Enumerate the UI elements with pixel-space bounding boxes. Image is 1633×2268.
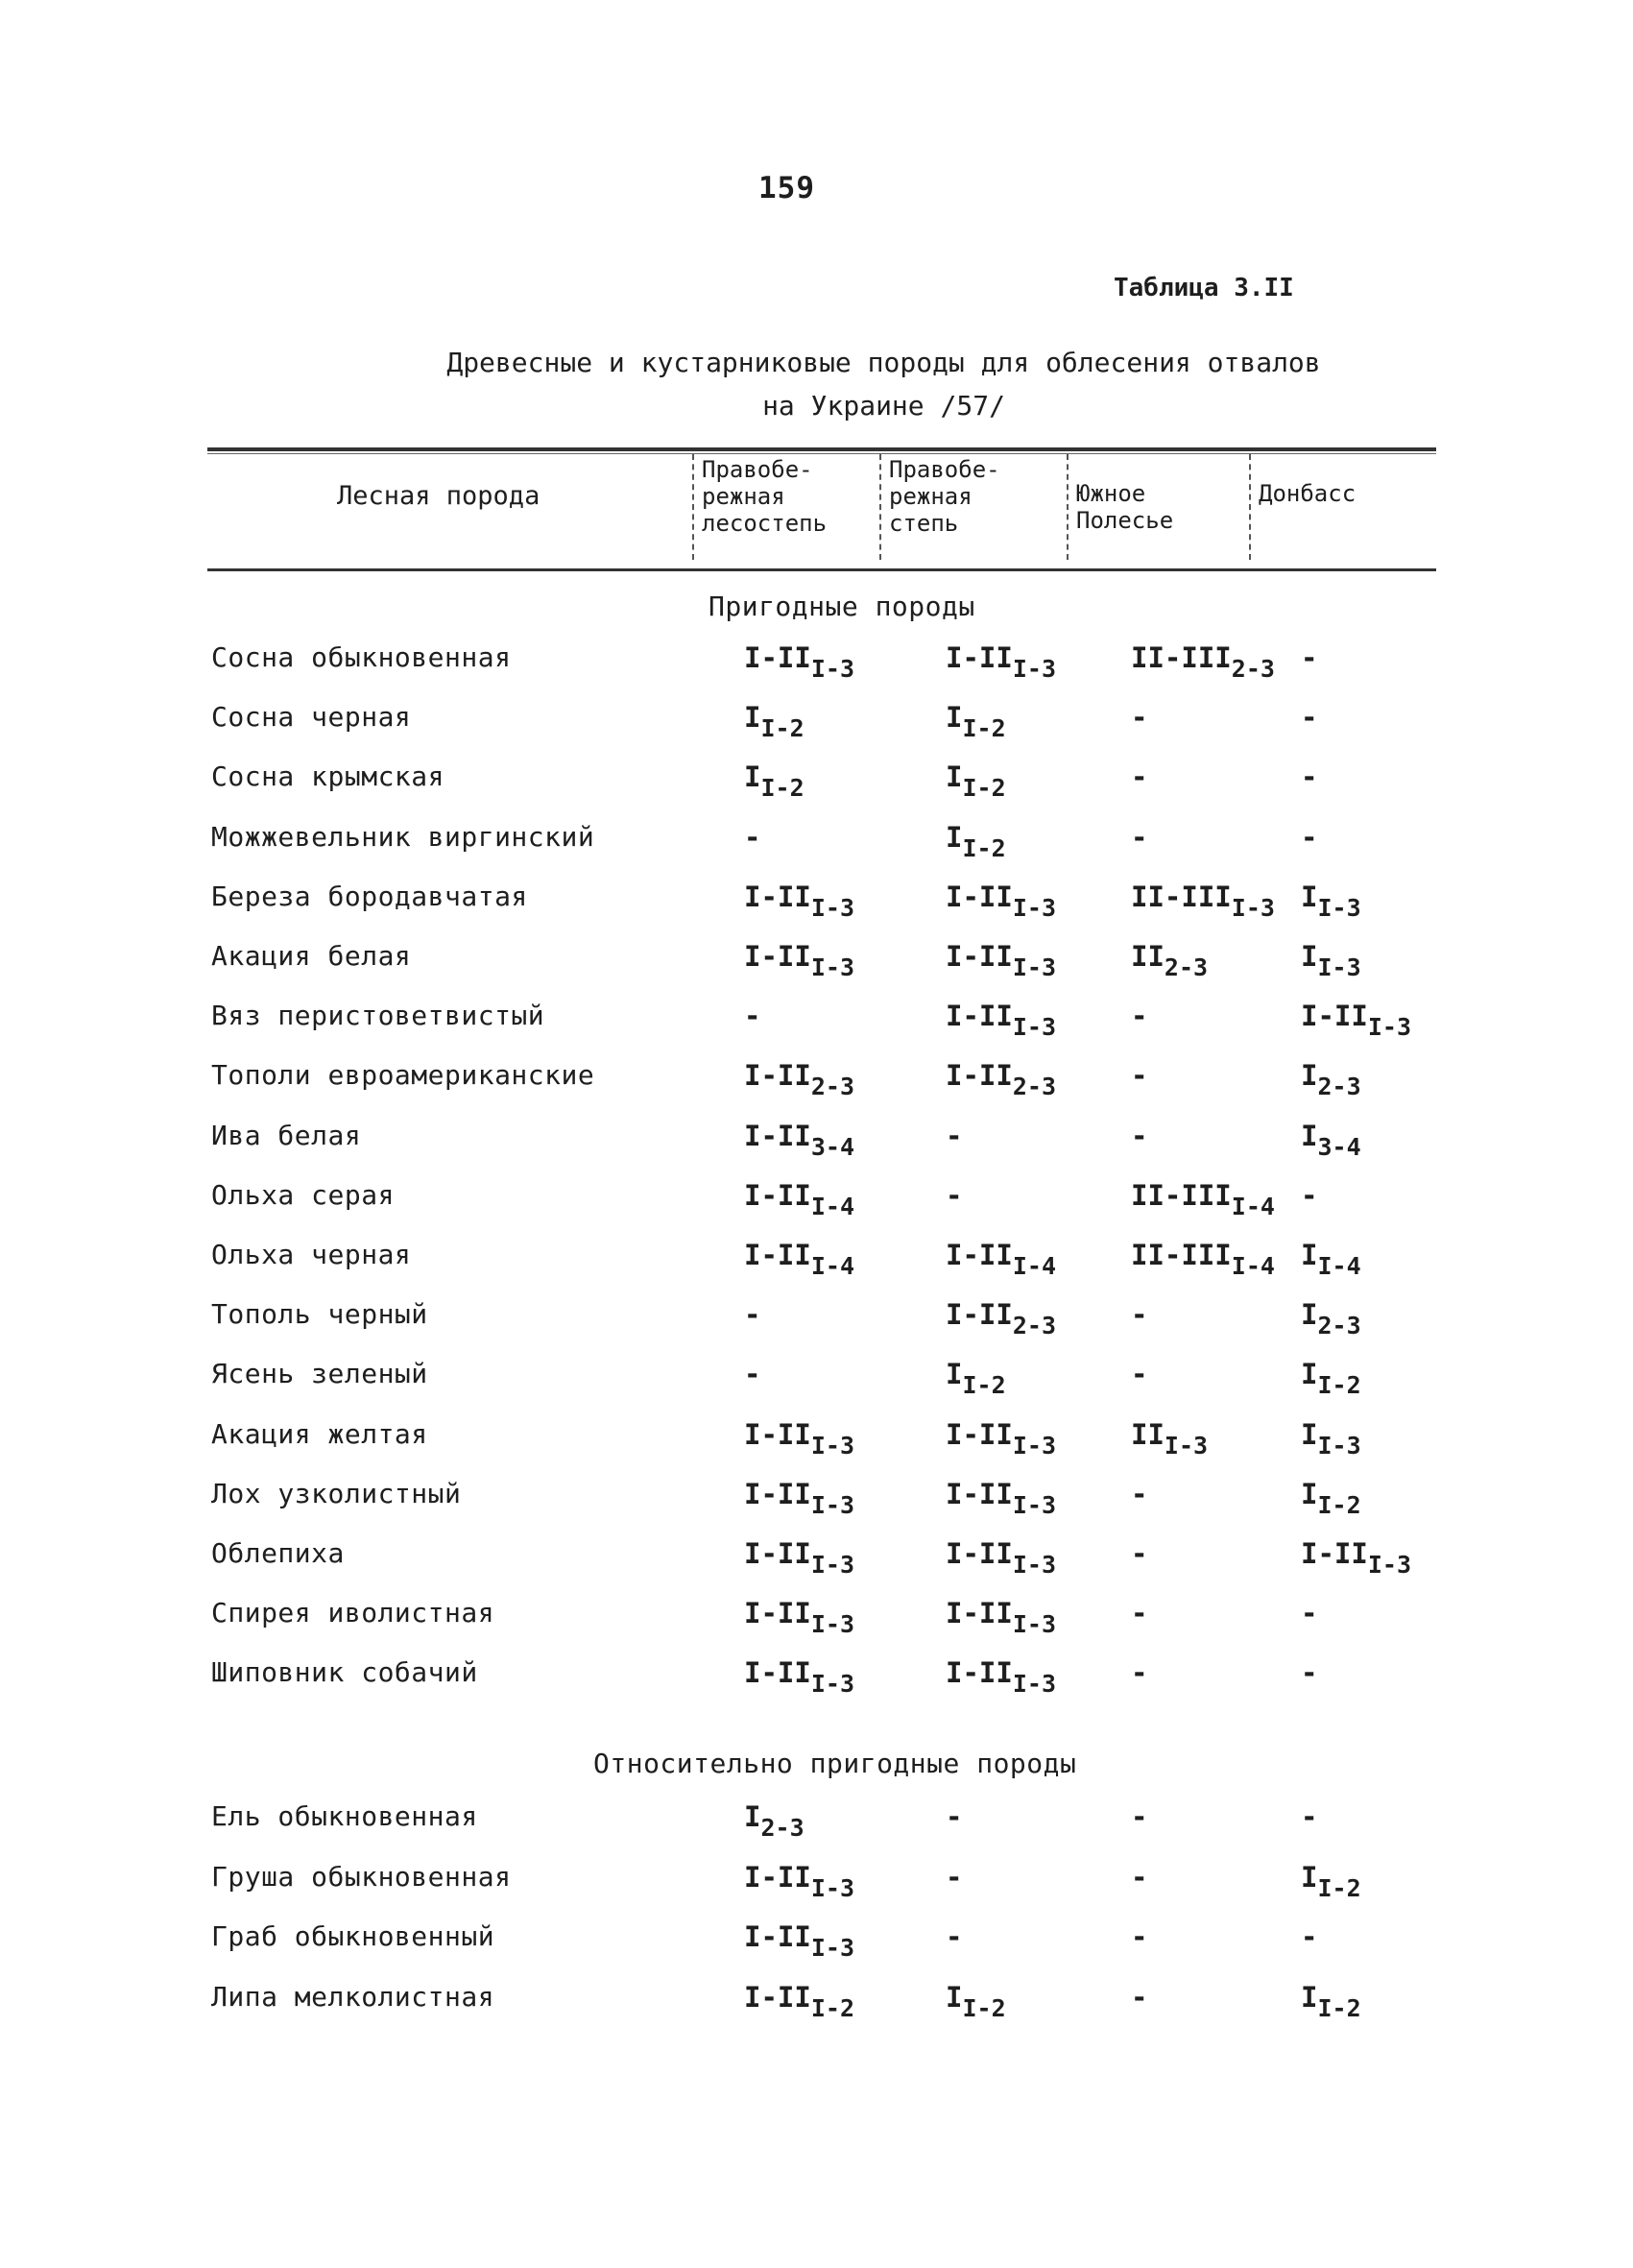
table-row: [0, 641, 1633, 701]
suitability-cell: -: [1131, 820, 1148, 854]
species-name: Можжевельник виргинский: [211, 820, 595, 853]
suitability-cell: -: [946, 1800, 963, 1833]
suitability-cell: $II_{2-3}$: [1131, 940, 1209, 981]
species-name: Граб обыкновенный: [211, 1920, 495, 1952]
species-name: Акация желтая: [211, 1417, 428, 1450]
table-row: [0, 1478, 1633, 1537]
suitability-cell: $I-II_{I-3}$: [946, 1417, 1056, 1460]
suitability-cell: -: [1301, 1800, 1318, 1833]
column-divider: [1067, 454, 1069, 560]
suitability-cell: $I-II_{I-3}$: [1301, 1000, 1411, 1042]
suitability-cell: -: [1131, 1477, 1148, 1510]
suitability-cell: $I_{I-2}$: [1301, 1860, 1361, 1902]
suitability-cell: $I_{I-2}$: [1301, 1980, 1361, 2022]
suitability-cell: -: [1131, 1656, 1148, 1690]
table-row: [0, 1239, 1633, 1298]
suitability-cell: -: [744, 1000, 761, 1033]
suitability-cell: $I-II_{I-3}$: [946, 940, 1056, 981]
suitability-cell: $I_{2-3}$: [1301, 1059, 1361, 1101]
suitability-cell: $I-II_{3-4}$: [744, 1119, 854, 1161]
suitability-cell: -: [1131, 1800, 1148, 1833]
suitability-cell: -: [1301, 701, 1318, 735]
suitability-cell: $I-II_{I-3}$: [946, 1000, 1056, 1042]
suitability-cell: $II-III_{2-3}$: [1131, 641, 1275, 683]
suitability-cell: -: [744, 1298, 761, 1332]
page-number: 159: [758, 171, 815, 205]
species-name: Лох узколистный: [211, 1477, 462, 1509]
species-name: Шиповник собачий: [211, 1656, 478, 1689]
suitability-cell: -: [1301, 1178, 1318, 1212]
suitability-cell: $I-II_{2-3}$: [744, 1059, 854, 1101]
species-name: Сосна черная: [211, 701, 412, 734]
suitability-cell: $I-II_{I-3}$: [744, 641, 854, 683]
table-row: [0, 1800, 1633, 1860]
table-row: [0, 1298, 1633, 1358]
species-name: Береза бородавчатая: [211, 880, 528, 912]
suitability-cell: -: [1301, 1597, 1318, 1630]
suitability-cell: $I-II_{I-3}$: [744, 1656, 854, 1699]
column-header-south-polesie: Южное Полесье: [1076, 480, 1174, 534]
suitability-cell: $I_{2-3}$: [1301, 1298, 1361, 1340]
table-row: [0, 1981, 1633, 2040]
species-name: Груша обыкновенная: [211, 1860, 512, 1893]
suitability-cell: $I_{I-2}$: [744, 760, 804, 803]
suitability-cell: $II-III_{I-3}$: [1131, 880, 1275, 922]
suitability-cell: $I-II_{I-3}$: [946, 880, 1056, 922]
species-name: Сосна крымская: [211, 760, 445, 793]
species-name: Ель обыкновенная: [211, 1800, 478, 1832]
suitability-cell: $I-II_{I-4}$: [744, 1178, 854, 1220]
column-header-species: Лесная порода: [337, 481, 540, 511]
suitability-cell: $I-II_{I-3}$: [946, 1597, 1056, 1639]
table-row: [0, 701, 1633, 760]
column-divider: [692, 454, 694, 560]
suitability-cell: -: [946, 1178, 963, 1212]
table-row: [0, 940, 1633, 1000]
species-name: Тополи евроамериканские: [211, 1059, 595, 1092]
suitability-cell: $I-II_{I-3}$: [744, 940, 854, 981]
suitability-cell: $I_{2-3}$: [744, 1800, 804, 1842]
suitability-cell: $II_{I-3}$: [1131, 1417, 1209, 1460]
suitability-cell: -: [744, 820, 761, 854]
species-name: Липа мелколистная: [211, 1980, 495, 2013]
caption-line-2: на Украине /57/: [762, 390, 1005, 422]
table-row: [0, 881, 1633, 940]
suitability-cell: $I_{I-2}$: [1301, 1358, 1361, 1400]
table-row: [0, 1537, 1633, 1597]
table-row: [0, 1597, 1633, 1656]
suitability-cell: $I-II_{2-3}$: [946, 1298, 1056, 1340]
suitability-cell: $I-II_{I-3}$: [744, 1920, 854, 1962]
column-divider: [879, 454, 881, 560]
table-row: [0, 760, 1633, 820]
suitability-cell: $I-II_{I-4}$: [744, 1239, 854, 1280]
species-name: Ива белая: [211, 1119, 362, 1151]
suitability-cell: $I-II_{I-3}$: [1301, 1537, 1411, 1579]
column-header-right-bank-steppe: Правобе- режная степь: [889, 456, 1000, 537]
table-header: [207, 446, 1436, 571]
suitability-cell: $II-III_{I-4}$: [1131, 1178, 1275, 1220]
suitability-cell: $I_{3-4}$: [1301, 1119, 1361, 1161]
suitability-cell: $II-III_{I-4}$: [1131, 1239, 1275, 1280]
suitability-cell: -: [744, 1358, 761, 1391]
suitability-cell: $I_{I-2}$: [946, 701, 1006, 743]
suitability-cell: $I-II_{I-2}$: [744, 1980, 854, 2022]
suitability-cell: -: [1131, 1358, 1148, 1391]
suitability-cell: -: [1131, 1119, 1148, 1152]
table-row: [0, 1358, 1633, 1417]
suitability-cell: -: [1131, 701, 1148, 735]
suitability-cell: -: [1131, 1537, 1148, 1570]
suitability-cell: $I_{I-2}$: [946, 1358, 1006, 1400]
table-row: [0, 1418, 1633, 1478]
suitability-cell: $I_{I-2}$: [946, 760, 1006, 803]
column-header-donbass: Донбасс: [1259, 480, 1357, 507]
suitability-cell: $I-II_{I-4}$: [946, 1239, 1056, 1280]
species-name: Тополь черный: [211, 1298, 428, 1331]
suitability-cell: -: [1301, 1656, 1318, 1690]
species-name: Ясень зеленый: [211, 1358, 428, 1390]
suitability-cell: $I-II_{I-3}$: [946, 1656, 1056, 1699]
suitability-cell: $I-II_{I-3}$: [946, 1537, 1056, 1579]
suitability-cell: $I-II_{I-3}$: [946, 1477, 1056, 1519]
suitability-cell: $I_{I-3}$: [1301, 940, 1361, 981]
column-header-right-bank-forest-steppe: Правобе- режная лесостепь: [702, 456, 828, 537]
table-row: [0, 1179, 1633, 1239]
table-row: [0, 1120, 1633, 1179]
species-name: Сосна обыкновенная: [211, 641, 512, 673]
suitability-cell: $I-II_{I-3}$: [744, 1597, 854, 1639]
suitability-cell: $I-II_{I-3}$: [744, 880, 854, 922]
suitability-cell: -: [1131, 1597, 1148, 1630]
suitability-cell: -: [1301, 1920, 1318, 1953]
table-row: [0, 1000, 1633, 1059]
suitability-cell: $I_{I-2}$: [1301, 1477, 1361, 1519]
table-label: Таблица 3.II: [1114, 274, 1294, 302]
suitability-cell: -: [1301, 760, 1318, 794]
table-row: [0, 1656, 1633, 1716]
suitability-cell: $I-II_{I-3}$: [744, 1477, 854, 1519]
suitability-cell: -: [1131, 1980, 1148, 2014]
suitability-cell: $I-II_{I-3}$: [744, 1537, 854, 1579]
suitability-cell: $I_{I-3}$: [1301, 1417, 1361, 1460]
suitability-cell: -: [1131, 760, 1148, 794]
suitability-cell: -: [1301, 641, 1318, 674]
species-name: Ольха серая: [211, 1178, 395, 1211]
caption-line-1: Древесные и кустарниковые породы для облесения отвалов: [446, 347, 1321, 378]
section-title: Пригодные породы: [708, 591, 975, 622]
suitability-cell: -: [1131, 1059, 1148, 1093]
suitability-cell: $I_{I-2}$: [946, 1980, 1006, 2022]
suitability-cell: -: [1301, 820, 1318, 854]
species-name: Облепиха: [211, 1537, 345, 1569]
suitability-cell: -: [1131, 1298, 1148, 1332]
section-title: Относительно пригодные породы: [593, 1748, 1077, 1779]
table-row: [0, 1920, 1633, 1980]
suitability-cell: -: [946, 1119, 963, 1152]
suitability-cell: $I_{I-2}$: [946, 820, 1006, 862]
suitability-cell: -: [1131, 1000, 1148, 1033]
suitability-cell: $I-II_{I-3}$: [946, 641, 1056, 683]
species-name: Спирея иволистная: [211, 1597, 495, 1629]
table-row: [0, 1861, 1633, 1920]
suitability-cell: -: [1131, 1860, 1148, 1894]
species-name: Акация белая: [211, 940, 412, 972]
suitability-cell: $I-II_{I-3}$: [744, 1417, 854, 1460]
species-name: Ольха черная: [211, 1239, 412, 1270]
column-divider: [1249, 454, 1251, 560]
suitability-cell: $I_{I-4}$: [1301, 1239, 1361, 1280]
species-name: Вяз перистоветвистый: [211, 1000, 545, 1032]
suitability-cell: -: [1131, 1920, 1148, 1953]
suitability-cell: $I_{I-3}$: [1301, 880, 1361, 922]
suitability-cell: $I-II_{2-3}$: [946, 1059, 1056, 1101]
table-caption: [0, 341, 1633, 427]
suitability-cell: -: [946, 1860, 963, 1894]
suitability-cell: $I_{I-2}$: [744, 701, 804, 743]
table-row: [0, 1059, 1633, 1119]
table-row: [0, 821, 1633, 881]
suitability-cell: -: [946, 1920, 963, 1953]
suitability-cell: $I-II_{I-3}$: [744, 1860, 854, 1902]
